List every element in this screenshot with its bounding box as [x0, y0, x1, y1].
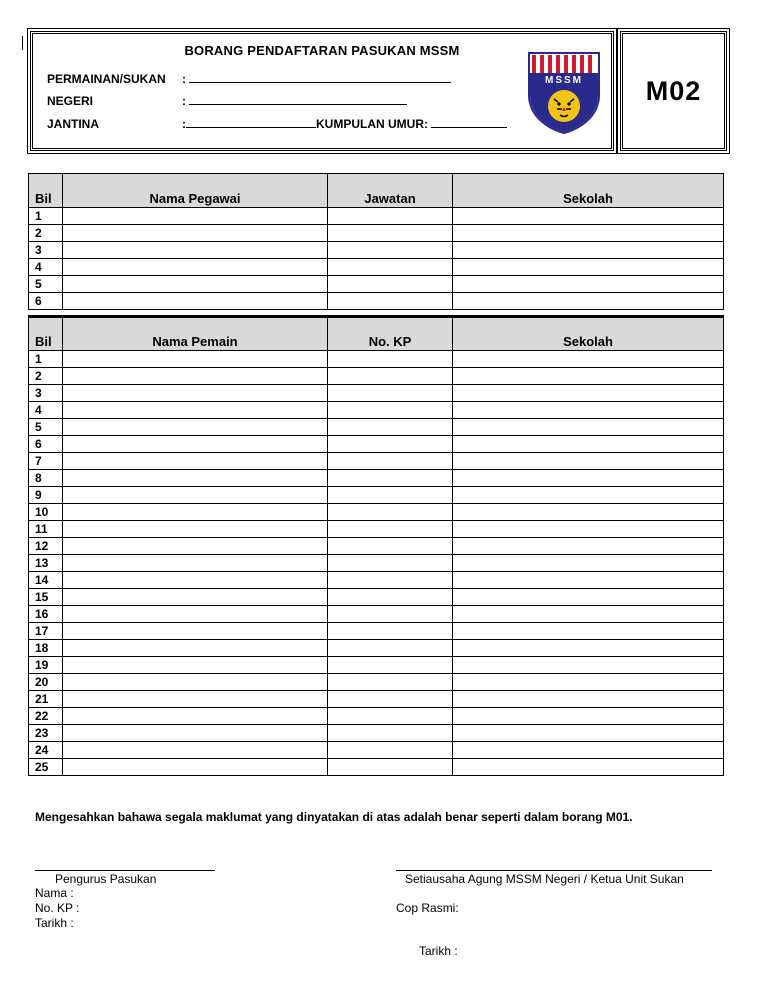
second-cell[interactable] — [328, 453, 453, 470]
name-cell[interactable] — [63, 351, 328, 368]
second-cell[interactable] — [328, 657, 453, 674]
row-number: 2 — [29, 225, 63, 242]
name-cell[interactable] — [63, 385, 328, 402]
name-cell[interactable] — [63, 453, 328, 470]
table-row — [29, 402, 724, 419]
sekolah-cell[interactable] — [453, 623, 724, 640]
row-number: 2 — [29, 368, 63, 385]
sekolah-cell[interactable] — [453, 538, 724, 555]
second-cell[interactable] — [328, 623, 453, 640]
name-cell[interactable] — [63, 538, 328, 555]
row-number: 20 — [29, 674, 63, 691]
name-cell[interactable] — [63, 742, 328, 759]
sekolah-cell[interactable] — [453, 385, 724, 402]
name-cell[interactable] — [63, 521, 328, 538]
name-cell[interactable] — [63, 470, 328, 487]
sekolah-cell[interactable] — [453, 293, 724, 310]
row-number: 17 — [29, 623, 63, 640]
table-row — [29, 589, 724, 606]
right-signature-line[interactable] — [396, 870, 712, 871]
sekolah-cell[interactable] — [453, 606, 724, 623]
row-number: 4 — [29, 402, 63, 419]
sekolah-cell[interactable] — [453, 242, 724, 259]
second-cell[interactable] — [328, 276, 453, 293]
table-row — [29, 293, 724, 310]
table-row — [29, 351, 724, 368]
sekolah-cell[interactable] — [453, 259, 724, 276]
sekolah-cell[interactable] — [453, 691, 724, 708]
second-cell[interactable] — [328, 242, 453, 259]
col-bil: Bil — [29, 317, 63, 351]
row-number: 10 — [29, 504, 63, 521]
second-cell[interactable] — [328, 504, 453, 521]
table-row — [29, 674, 724, 691]
table-row — [29, 708, 724, 725]
officials-table — [28, 173, 724, 310]
sekolah-cell[interactable] — [453, 208, 724, 225]
tarikh-left-label: Tarikh : — [35, 916, 74, 930]
row-number: 13 — [29, 555, 63, 572]
table-row — [29, 572, 724, 589]
second-cell[interactable] — [328, 487, 453, 504]
row-number: 19 — [29, 657, 63, 674]
second-cell[interactable] — [328, 208, 453, 225]
row-number: 21 — [29, 691, 63, 708]
sekolah-cell[interactable] — [453, 640, 724, 657]
table-row — [29, 453, 724, 470]
row-number: 22 — [29, 708, 63, 725]
name-cell[interactable] — [63, 623, 328, 640]
sekolah-cell[interactable] — [453, 453, 724, 470]
sekolah-cell[interactable] — [453, 351, 724, 368]
row-number: 12 — [29, 538, 63, 555]
row-number: 11 — [29, 521, 63, 538]
sekolah-cell[interactable] — [453, 725, 724, 742]
name-cell[interactable] — [63, 640, 328, 657]
second-cell[interactable] — [328, 691, 453, 708]
second-cell[interactable] — [328, 521, 453, 538]
permainan-field[interactable]: PERMAINAN/SUKAN : — [47, 72, 451, 86]
name-cell[interactable] — [63, 589, 328, 606]
row-number: 4 — [29, 259, 63, 276]
sekolah-cell[interactable] — [453, 657, 724, 674]
second-cell[interactable] — [328, 759, 453, 776]
table-row — [29, 487, 724, 504]
col-nama-pemain: Nama Pemain — [63, 317, 328, 351]
second-cell[interactable] — [328, 572, 453, 589]
name-cell[interactable] — [63, 674, 328, 691]
row-number: 15 — [29, 589, 63, 606]
sekolah-cell[interactable] — [453, 225, 724, 242]
second-cell[interactable] — [328, 674, 453, 691]
table-row — [29, 225, 724, 242]
sekolah-cell[interactable] — [453, 276, 724, 293]
sekolah-cell[interactable] — [453, 759, 724, 776]
second-cell[interactable] — [328, 555, 453, 572]
sekolah-cell[interactable] — [453, 368, 724, 385]
sekolah-cell[interactable] — [453, 419, 724, 436]
name-cell[interactable] — [63, 368, 328, 385]
name-cell[interactable] — [63, 225, 328, 242]
second-cell[interactable] — [328, 436, 453, 453]
name-cell[interactable] — [63, 572, 328, 589]
table-row — [29, 555, 724, 572]
name-cell[interactable] — [63, 606, 328, 623]
second-cell[interactable] — [328, 606, 453, 623]
sekolah-cell[interactable] — [453, 504, 724, 521]
second-cell[interactable] — [328, 402, 453, 419]
table-row — [29, 419, 724, 436]
mssm-logo — [527, 51, 601, 135]
tarikh-right-label: Tarikh : — [419, 944, 458, 958]
table-row — [29, 742, 724, 759]
table-row — [29, 385, 724, 402]
second-cell[interactable] — [328, 419, 453, 436]
table-row — [29, 208, 724, 225]
permainan-input-line[interactable] — [189, 72, 451, 83]
row-number: 14 — [29, 572, 63, 589]
row-number: 3 — [29, 385, 63, 402]
row-number: 23 — [29, 725, 63, 742]
name-cell[interactable] — [63, 293, 328, 310]
table-row — [29, 657, 724, 674]
table-row — [29, 623, 724, 640]
sekolah-cell[interactable] — [453, 470, 724, 487]
logo-text: MSSM — [545, 75, 583, 86]
name-cell[interactable] — [63, 759, 328, 776]
no-kp-label: No. KP : — [35, 901, 80, 915]
negeri-input-line[interactable] — [189, 94, 407, 105]
table-row — [29, 470, 724, 487]
name-cell[interactable] — [63, 691, 328, 708]
jantina-field[interactable]: JANTINA : KUMPULAN UMUR: — [47, 117, 507, 131]
sekolah-cell[interactable] — [453, 436, 724, 453]
row-number: 7 — [29, 453, 63, 470]
second-cell[interactable] — [328, 470, 453, 487]
name-cell[interactable] — [63, 555, 328, 572]
second-cell[interactable] — [328, 640, 453, 657]
row-number: 8 — [29, 470, 63, 487]
table-row — [29, 368, 724, 385]
left-signature-line[interactable] — [35, 870, 215, 871]
row-number: 3 — [29, 242, 63, 259]
players-header-row — [29, 317, 724, 351]
second-cell[interactable] — [328, 742, 453, 759]
sekolah-cell[interactable] — [453, 521, 724, 538]
row-number: 5 — [29, 276, 63, 293]
row-number: 5 — [29, 419, 63, 436]
name-cell[interactable] — [63, 725, 328, 742]
name-cell[interactable] — [63, 708, 328, 725]
kumpulan-umur-input-line[interactable] — [431, 117, 507, 128]
name-cell[interactable] — [63, 402, 328, 419]
second-cell[interactable] — [328, 385, 453, 402]
second-cell[interactable] — [328, 225, 453, 242]
name-cell[interactable] — [63, 657, 328, 674]
name-cell[interactable] — [63, 242, 328, 259]
name-cell[interactable] — [63, 504, 328, 521]
second-cell[interactable] — [328, 351, 453, 368]
row-number: 1 — [29, 351, 63, 368]
confirmation-statement: Mengesahkan bahawa segala maklumat yang dinyatakan di atas adalah benar seperti dalam borang M01. — [35, 810, 633, 824]
sekolah-cell[interactable] — [453, 742, 724, 759]
table-row — [29, 504, 724, 521]
name-cell[interactable] — [63, 436, 328, 453]
jantina-input-line[interactable] — [186, 117, 316, 128]
col-jawatan: Jawatan — [328, 174, 453, 208]
col-no-kp: No. KP — [328, 317, 453, 351]
name-cell[interactable] — [63, 208, 328, 225]
officials-header-row — [29, 174, 724, 208]
row-number: 6 — [29, 293, 63, 310]
kumpulan-umur-label: KUMPULAN UMUR: — [316, 117, 428, 131]
players-table — [28, 315, 724, 776]
row-number: 18 — [29, 640, 63, 657]
table-row — [29, 759, 724, 776]
col-bil: Bil — [29, 174, 63, 208]
table-row — [29, 538, 724, 555]
right-signature-title: Setiausaha Agung MSSM Negeri / Ketua Unit Sukan — [405, 872, 684, 886]
col-sekolah: Sekolah — [453, 174, 724, 208]
table-row — [29, 242, 724, 259]
second-cell[interactable] — [328, 368, 453, 385]
form-code: M02 — [645, 75, 702, 106]
sekolah-cell[interactable] — [453, 555, 724, 572]
second-cell[interactable] — [328, 589, 453, 606]
second-cell[interactable] — [328, 293, 453, 310]
name-cell[interactable] — [63, 276, 328, 293]
table-row — [29, 276, 724, 293]
name-cell[interactable] — [63, 487, 328, 504]
sekolah-cell[interactable] — [453, 572, 724, 589]
second-cell[interactable] — [328, 538, 453, 555]
table-row — [29, 606, 724, 623]
left-signature-title: Pengurus Pasukan — [55, 872, 157, 886]
table-row — [29, 725, 724, 742]
cop-rasmi-label: Cop Rasmi: — [396, 901, 459, 915]
form-header-box — [30, 31, 614, 151]
row-number: 24 — [29, 742, 63, 759]
table-row — [29, 691, 724, 708]
col-sekolah: Sekolah — [453, 317, 724, 351]
row-number: 6 — [29, 436, 63, 453]
sekolah-cell[interactable] — [453, 674, 724, 691]
row-number: 16 — [29, 606, 63, 623]
col-nama-pegawai: Nama Pegawai — [63, 174, 328, 208]
sekolah-cell[interactable] — [453, 402, 724, 419]
sekolah-cell[interactable] — [453, 487, 724, 504]
second-cell[interactable] — [328, 708, 453, 725]
sekolah-cell[interactable] — [453, 589, 724, 606]
table-row — [29, 521, 724, 538]
table-row — [29, 640, 724, 657]
name-cell[interactable] — [63, 419, 328, 436]
row-number: 9 — [29, 487, 63, 504]
text-cursor — [22, 36, 23, 50]
table-row — [29, 436, 724, 453]
name-cell[interactable] — [63, 259, 328, 276]
sekolah-cell[interactable] — [453, 708, 724, 725]
table-row — [29, 259, 724, 276]
second-cell[interactable] — [328, 259, 453, 276]
form-title: BORANG PENDAFTARAN PASUKAN MSSM — [184, 43, 460, 58]
second-cell[interactable] — [328, 725, 453, 742]
nama-label: Nama : — [35, 886, 74, 900]
row-number: 25 — [29, 759, 63, 776]
row-number: 1 — [29, 208, 63, 225]
form-code-box — [620, 31, 727, 151]
negeri-field[interactable]: NEGERI : — [47, 94, 407, 108]
